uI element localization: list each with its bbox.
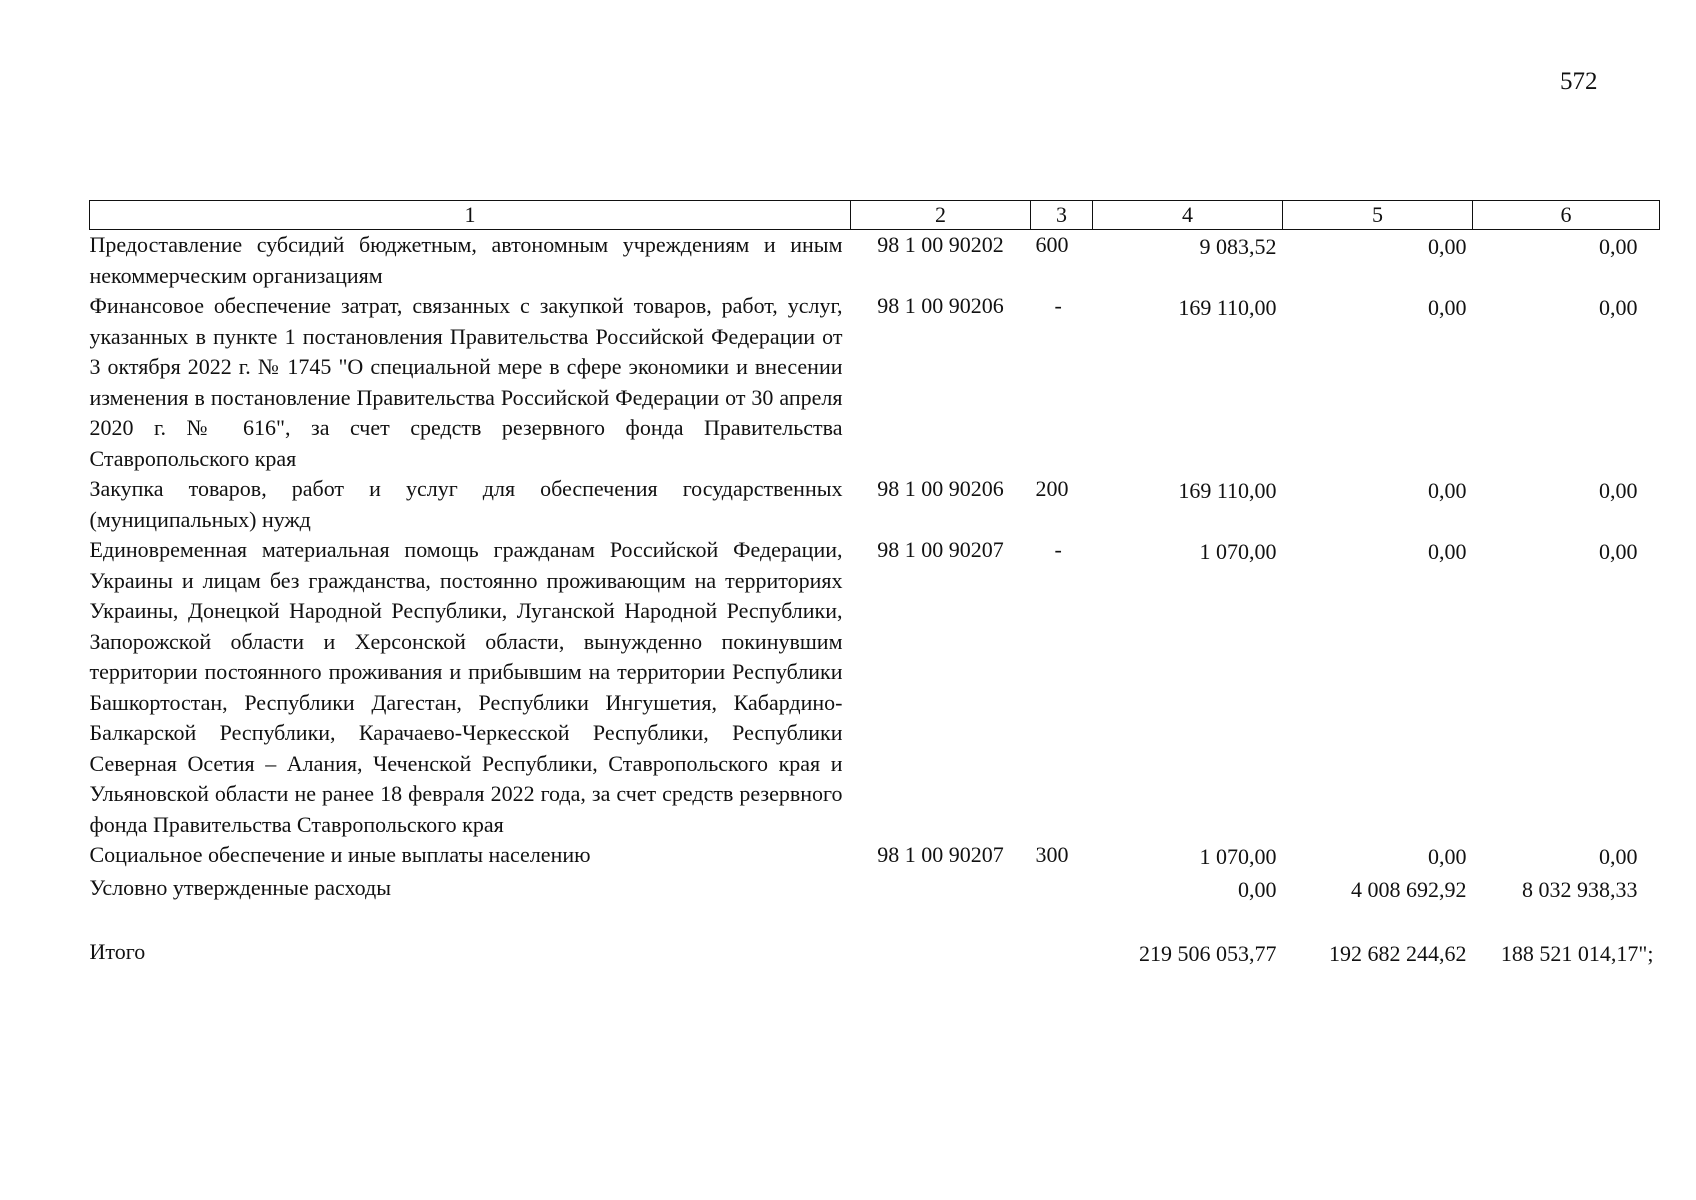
row-name: Социальное обеспечение и иные выплаты населению xyxy=(89,842,591,867)
row-kind: - xyxy=(1054,537,1062,562)
row-kind xyxy=(1031,873,1093,906)
row-value-4: 0,00 xyxy=(1238,876,1277,902)
table-row xyxy=(90,873,1660,906)
row-value-5: 0,00 xyxy=(1428,539,1467,564)
total-value-4: 219 506 053,77 xyxy=(1139,941,1277,966)
row-code: 98 1 00 90206 xyxy=(877,476,1004,501)
table-spacer-row xyxy=(90,905,1660,937)
total-label: Итого xyxy=(89,939,146,964)
row-name: Условно утвержденные расходы xyxy=(89,874,391,900)
row-name: Закупка товаров, работ и услуг для обеспечения государственных (муниципальных) нужд xyxy=(89,476,843,532)
row-code: 98 1 00 90207 xyxy=(877,842,1004,867)
row-value-6: 0,00 xyxy=(1599,844,1638,869)
row-value-5: 0,00 xyxy=(1428,234,1467,259)
row-code: 98 1 00 90202 xyxy=(877,232,1004,257)
column-header-5: 5 xyxy=(1283,201,1473,230)
row-value-4: 9 083,52 xyxy=(1199,234,1277,259)
table-header-row xyxy=(90,201,1660,230)
row-kind: 200 xyxy=(1035,476,1069,501)
column-header-2: 2 xyxy=(851,201,1031,230)
row-code: 98 1 00 90207 xyxy=(877,537,1004,562)
row-value-5: 4 008 692,92 xyxy=(1351,876,1467,902)
row-code xyxy=(851,873,1031,906)
row-name: Единовременная материальная помощь гражданам Российской Федерации, Украины и лицам без гражданства, постоянно проживающим на территориях Украины, Донецкой Народной Республики, Луганской Народной Республики, Запорожской области и Херсонской области, вынужденно покинувшим территории постоянного проживания и прибывшим на территории Республики Башкортостан, Республики Дагестан, Республики Ингушетия, Кабардино-Балкарской Республики, Карачаево-Черкесской Республики, Республики Северная Осетия – Алания, Чеченской Республики, Ставропольского края и Ульяновской области не ранее 18 февраля 2022 года, за счет средств резервного фонда Правительства Ставропольского края xyxy=(89,537,843,837)
row-value-6: 0,00 xyxy=(1599,478,1638,503)
table-row xyxy=(90,291,1660,474)
column-header-1: 1 xyxy=(90,201,851,230)
table-row xyxy=(90,840,1660,873)
row-value-5: 0,00 xyxy=(1428,295,1467,320)
row-value-4: 1 070,00 xyxy=(1199,844,1277,869)
table-total-row xyxy=(90,937,1660,970)
row-value-4: 169 110,00 xyxy=(1178,295,1277,320)
table-row xyxy=(90,474,1660,535)
column-header-6: 6 xyxy=(1473,201,1660,230)
row-kind: 300 xyxy=(1035,842,1069,867)
total-value-5: 192 682 244,62 xyxy=(1329,941,1467,966)
row-code: 98 1 00 90206 xyxy=(877,293,1004,318)
page-number: 572 xyxy=(1560,68,1598,95)
table-row xyxy=(90,535,1660,840)
row-value-6: 0,00 xyxy=(1599,234,1638,259)
budget-table xyxy=(89,200,1660,970)
row-kind: 600 xyxy=(1035,232,1069,257)
total-value-6: 188 521 014,17"; xyxy=(1500,941,1654,966)
row-value-5: 0,00 xyxy=(1428,844,1467,869)
row-value-6: 0,00 xyxy=(1599,539,1638,564)
table-row xyxy=(90,230,1660,292)
column-header-3: 3 xyxy=(1031,201,1093,230)
row-value-4: 169 110,00 xyxy=(1178,478,1277,503)
row-name: Предоставление субсидий бюджетным, автономным учреждениям и иным некоммерческим организациям xyxy=(89,232,843,288)
row-value-5: 0,00 xyxy=(1428,478,1467,503)
column-header-4: 4 xyxy=(1093,201,1283,230)
row-value-4: 1 070,00 xyxy=(1199,539,1277,564)
row-kind: - xyxy=(1054,293,1062,318)
row-name: Финансовое обеспечение затрат, связанных с закупкой товаров, работ, услуг, указанных в пункте 1 постановления Правительства Российской Федерации от 3 октября 2022 г. № 1745 "О специальной мере в сфере экономики и внесении изменения в постановление Правительства Российской Федерации от 30 апреля 2020 г. № 616", за счет средств резервного фонда Правительства Ставропольского края xyxy=(89,293,843,471)
row-value-6: 8 032 938,33 xyxy=(1522,876,1638,902)
row-value-6: 0,00 xyxy=(1599,295,1638,320)
